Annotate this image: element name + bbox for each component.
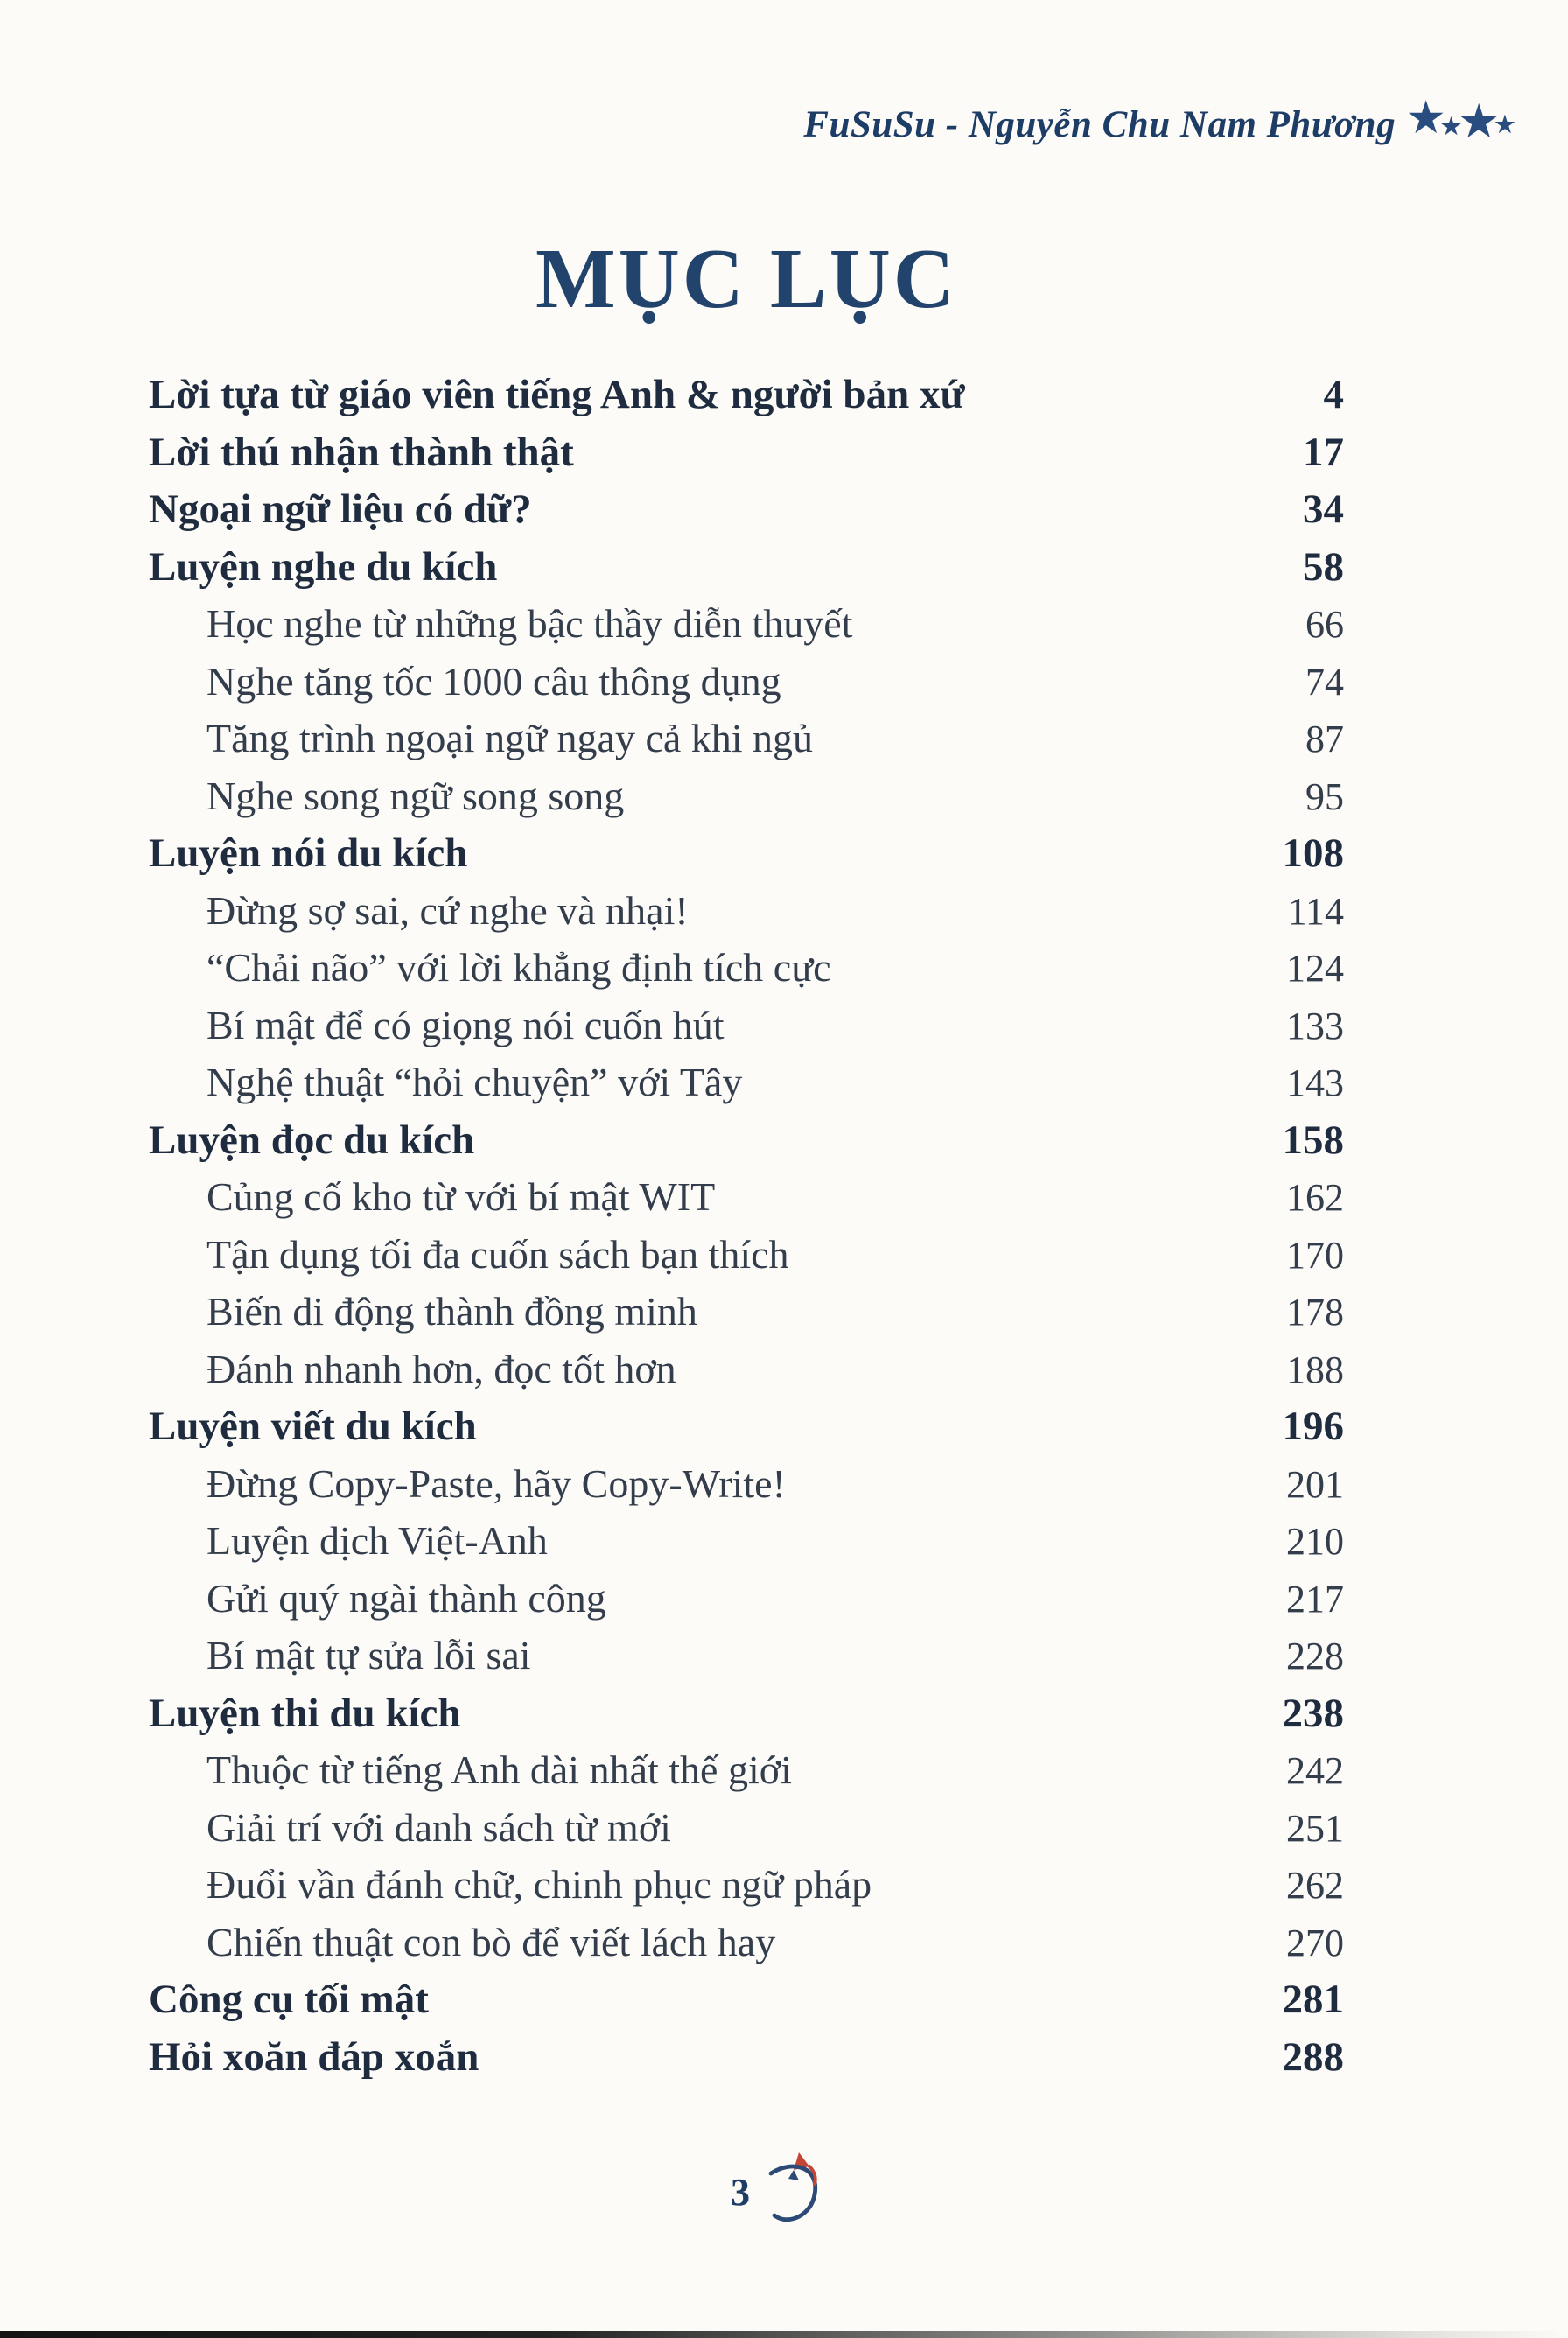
page-footer [0, 2146, 1568, 2241]
star-icon: ★ [1460, 99, 1499, 145]
toc-entry-label: Luyện đọc du kích [149, 1116, 475, 1163]
toc-entry-page: 95 [1306, 774, 1344, 818]
toc-entry-page: 143 [1286, 1061, 1344, 1104]
toc-entry [149, 887, 1344, 945]
star-icon: ★ [1408, 95, 1445, 140]
star-cluster-icon [1408, 95, 1516, 145]
toc-entry-label: Ngoại ngữ liệu có dữ? [149, 486, 532, 532]
toc-entry-page: 251 [1286, 1806, 1344, 1850]
toc-entry-page: 133 [1286, 1004, 1344, 1047]
toc-entry-page: 262 [1286, 1864, 1344, 1907]
toc-entry-label: Biến di động thành đồng minh [206, 1289, 697, 1334]
toc-entry-page: 281 [1282, 1977, 1344, 2022]
toc-entry-page: 74 [1306, 660, 1344, 704]
toc-entry-page: 288 [1282, 2034, 1344, 2080]
toc-entry-page: 170 [1286, 1233, 1344, 1277]
toc-entry [149, 1231, 1344, 1289]
toc-entry [149, 486, 1344, 543]
toc-entry-label: Công cụ tối mật [149, 1977, 429, 2022]
toc-entry-label: Nghe tăng tốc 1000 câu thông dụng [206, 658, 781, 704]
toc-entry-label: Bí mật tự sửa lỗi sai [206, 1633, 531, 1677]
toc-entry-page: 162 [1286, 1176, 1344, 1219]
toc-entry-label: Luyện nghe du kích [149, 543, 498, 590]
toc-entry-label: Gửi quý ngài thành công [206, 1575, 606, 1620]
toc-entry [149, 1632, 1344, 1690]
toc-entry [149, 1804, 1344, 1862]
toc-entry [149, 1346, 1344, 1404]
toc-entry [149, 773, 1344, 830]
toc-entry-label: Đừng sợ sai, cứ nghe và nhại! [206, 887, 689, 933]
toc-entry [149, 1861, 1344, 1919]
toc-entry-page: 17 [1303, 429, 1344, 475]
toc-entry [149, 1116, 1344, 1174]
toc-entry-label: Giải trí với danh sách từ mới [206, 1804, 671, 1850]
toc-entry-page: 66 [1306, 603, 1344, 646]
toc-entry-page: 188 [1286, 1348, 1344, 1391]
rocket-doodle-icon [757, 2146, 837, 2241]
toc-entry [149, 1059, 1344, 1116]
toc-entry-page: 114 [1287, 889, 1344, 933]
toc-entry-label: Luyện nói du kích [149, 830, 468, 876]
toc-entry-label: Luyện thi du kích [149, 1690, 461, 1736]
star-icon: ★ [1440, 114, 1462, 139]
toc-entry [149, 1746, 1344, 1804]
toc-entry-page: 217 [1286, 1577, 1344, 1620]
toc-entry-label: Thuộc từ tiếng Anh dài nhất thế giới [206, 1747, 792, 1792]
toc-entry [149, 429, 1344, 486]
toc-list [149, 371, 1344, 2090]
footer-page-number: 3 [731, 2171, 750, 2214]
toc-entry [149, 1690, 1344, 1747]
toc-entry-label: Học nghe từ những bậc thầy diễn thuyết [206, 601, 853, 646]
star-icon: ★ [1494, 112, 1516, 137]
toc-entry [149, 658, 1344, 716]
toc-entry [149, 1976, 1344, 2034]
toc-entry-page: 87 [1306, 718, 1344, 760]
toc-entry-label: Bí mật để có giọng nói cuốn hút [206, 1002, 724, 1047]
toc-entry-label: Lời tựa từ giáo viên tiếng Anh & người bản xứ [149, 372, 965, 417]
toc-entry [149, 830, 1344, 887]
toc-entry [149, 1002, 1344, 1060]
toc-entry [149, 600, 1344, 658]
toc-entry-label: Luyện viết du kích [149, 1404, 477, 1449]
toc-entry-page: 201 [1286, 1462, 1344, 1506]
toc-entry-label: “Chải não” với lời khẳng định tích cực [206, 945, 831, 990]
toc-entry [149, 1460, 1344, 1518]
page-title: MỤC LỤC [536, 232, 957, 326]
toc-entry-page: 158 [1282, 1116, 1344, 1163]
toc-entry [149, 715, 1344, 773]
toc-entry-label: Nghệ thuật “hỏi chuyện” với Tây [206, 1060, 743, 1104]
toc-entry-page: 242 [1286, 1749, 1344, 1792]
toc-entry-page: 4 [1323, 372, 1344, 417]
toc-entry [149, 1288, 1344, 1346]
author-name: FuSuSu - Nguyễn Chu Nam Phương [803, 104, 1396, 145]
scan-edge-artifact [0, 2331, 1568, 2338]
toc-entry-page: 58 [1303, 543, 1344, 590]
toc-entry-label: Đánh nhanh hơn, đọc tốt hơn [206, 1346, 676, 1391]
toc-entry-page: 196 [1282, 1404, 1344, 1449]
toc-entry-label: Củng cố kho từ với bí mật WIT [206, 1174, 716, 1219]
toc-entry [149, 2034, 1344, 2091]
toc-entry-page: 178 [1286, 1291, 1344, 1334]
toc-entry-label: Hỏi xoăn đáp xoắn [149, 2034, 480, 2080]
toc-entry-page: 238 [1282, 1690, 1344, 1736]
toc-entry-label: Chiến thuật con bò để viết lách hay [206, 1919, 776, 1964]
toc-entry [149, 944, 1344, 1002]
toc-entry-page: 228 [1286, 1634, 1344, 1677]
toc-entry-label: Đuổi vần đánh chữ, chinh phục ngữ pháp [206, 1862, 872, 1907]
toc-entry-page: 270 [1286, 1921, 1344, 1964]
toc-entry-label: Đừng Copy-Paste, hãy Copy-Write! [206, 1460, 786, 1506]
page-header [803, 95, 1516, 146]
toc-entry [149, 1575, 1344, 1633]
toc-entry-page: 34 [1303, 486, 1344, 532]
toc-entry [149, 1403, 1344, 1460]
toc-entry-label: Lời thú nhận thành thật [149, 429, 574, 475]
toc-entry [149, 1173, 1344, 1231]
toc-entry [149, 1919, 1344, 1977]
toc-entry [149, 371, 1344, 429]
toc-entry-page: 108 [1282, 830, 1344, 876]
toc-entry-label: Tăng trình ngoại ngữ ngay cả khi ngủ [206, 716, 814, 760]
toc-entry-label: Tận dụng tối đa cuốn sách bạn thích [206, 1231, 789, 1277]
toc-entry [149, 1517, 1344, 1575]
toc-entry-page: 124 [1286, 947, 1344, 990]
toc-entry-page: 210 [1286, 1520, 1344, 1563]
toc-entry [149, 543, 1344, 601]
toc-entry-label: Nghe song ngữ song song [206, 773, 625, 818]
toc-entry-label: Luyện dịch Việt-Anh [206, 1518, 548, 1563]
